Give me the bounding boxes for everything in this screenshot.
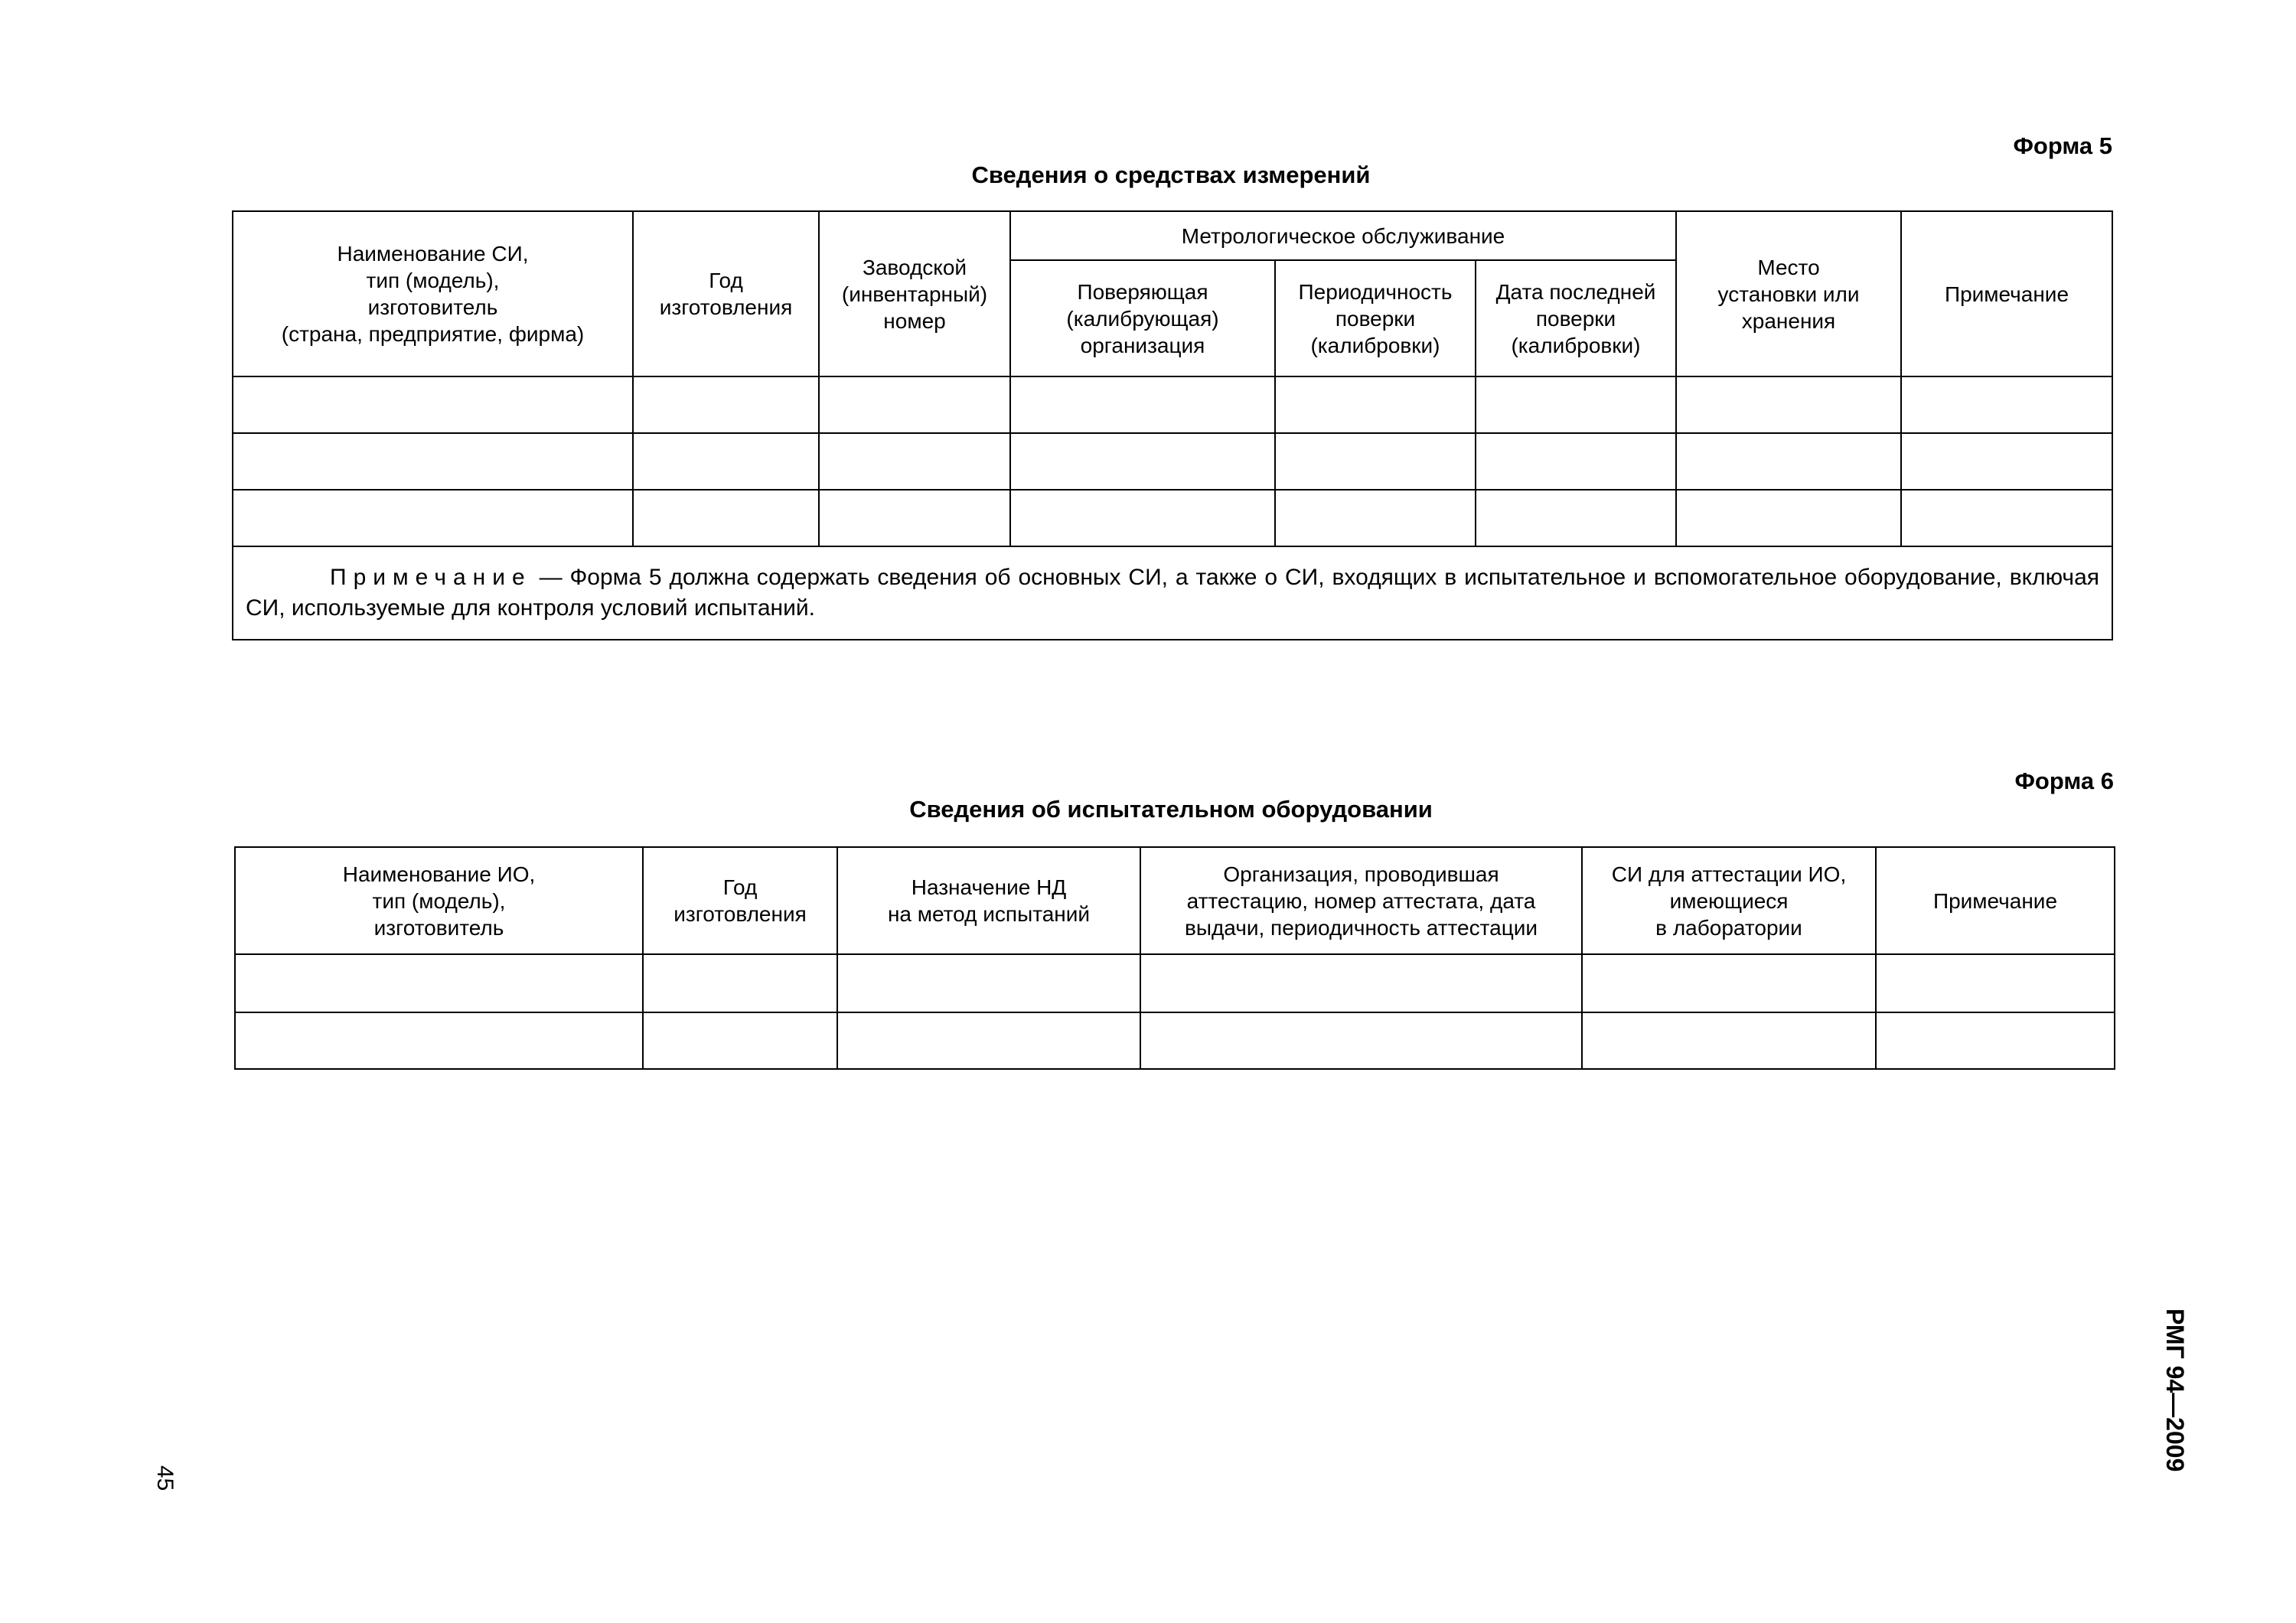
form5-col-period: Периодичность поверки (калибровки) xyxy=(1275,260,1476,376)
document-code: РМГ 94—2009 xyxy=(2161,1309,2189,1472)
table-row xyxy=(233,376,2112,433)
form5-col-place: Место установки или хранения xyxy=(1676,211,1901,376)
form5-col-serial: Заводской (инвентарный) номер xyxy=(819,211,1010,376)
table-cell[interactable] xyxy=(633,490,819,546)
form5-col-name: Наименование СИ, тип (модель), изготовитель (страна, предприятие, фирма) xyxy=(233,211,633,376)
form5-col-note: Примечание xyxy=(1901,211,2112,376)
form5-note-prefix: Примечание xyxy=(330,565,532,590)
form5-table xyxy=(232,210,2113,640)
table-cell[interactable] xyxy=(1140,1012,1582,1069)
table-cell[interactable] xyxy=(1676,490,1901,546)
form5-note-text: — Форма 5 должна содержать сведения об основных СИ, а также о СИ, входящих в испытательное и вспомогательное оборудование, включая СИ, используемые для контроля условий испытаний. xyxy=(246,565,2099,621)
form5-title: Сведения о средствах измерений xyxy=(971,161,1371,188)
table-cell[interactable] xyxy=(235,1012,643,1069)
table-cell[interactable] xyxy=(643,1012,837,1069)
form5-header-row-1 xyxy=(233,211,2112,260)
form5-col-last-date: Дата последней поверки (калибровки) xyxy=(1476,260,1676,376)
table-cell[interactable] xyxy=(1275,490,1476,546)
page-number: 45 xyxy=(152,1465,178,1491)
form6-col-year: Год изготовления xyxy=(643,847,837,954)
table-cell[interactable] xyxy=(1275,433,1476,490)
table-cell[interactable] xyxy=(1876,1012,2115,1069)
form5-col-org: Поверяющая (калибрующая) организация xyxy=(1010,260,1275,376)
table-cell[interactable] xyxy=(1901,490,2112,546)
table-cell[interactable] xyxy=(1582,1012,1876,1069)
form5-note xyxy=(233,546,2112,640)
table-cell[interactable] xyxy=(233,490,633,546)
table-cell[interactable] xyxy=(633,433,819,490)
table-row xyxy=(233,433,2112,490)
form6-col-note: Примечание xyxy=(1876,847,2115,954)
table-cell[interactable] xyxy=(1010,376,1275,433)
form6-header-row xyxy=(235,847,2115,954)
table-cell[interactable] xyxy=(1876,954,2115,1012)
form6-col-purpose: Назначение НД на метод испытаний xyxy=(837,847,1140,954)
form5-note-row xyxy=(233,546,2112,640)
table-cell[interactable] xyxy=(1140,954,1582,1012)
table-row xyxy=(235,954,2115,1012)
form5-col-metrology-group: Метрологическое обслуживание xyxy=(1010,211,1676,260)
form6-label: Форма 6 xyxy=(2014,768,2114,794)
table-cell[interactable] xyxy=(233,433,633,490)
table-cell[interactable] xyxy=(633,376,819,433)
table-cell[interactable] xyxy=(1582,954,1876,1012)
table-cell[interactable] xyxy=(1476,490,1676,546)
table-cell[interactable] xyxy=(819,433,1010,490)
form6-table xyxy=(234,846,2115,1070)
table-cell[interactable] xyxy=(819,490,1010,546)
table-cell[interactable] xyxy=(837,954,1140,1012)
table-cell[interactable] xyxy=(1901,376,2112,433)
form6-col-name: Наименование ИО, тип (модель), изготовитель xyxy=(235,847,643,954)
table-cell[interactable] xyxy=(233,376,633,433)
table-cell[interactable] xyxy=(1676,376,1901,433)
table-cell[interactable] xyxy=(837,1012,1140,1069)
table-cell[interactable] xyxy=(1676,433,1901,490)
table-cell[interactable] xyxy=(643,954,837,1012)
form6-title: Сведения об испытательном оборудовании xyxy=(909,796,1433,823)
table-cell[interactable] xyxy=(1476,433,1676,490)
table-cell[interactable] xyxy=(235,954,643,1012)
table-cell[interactable] xyxy=(1010,433,1275,490)
form6-col-si: СИ для аттестации ИО, имеющиеся в лаборатории xyxy=(1582,847,1876,954)
table-row xyxy=(233,490,2112,546)
table-cell[interactable] xyxy=(1275,376,1476,433)
form5-label: Форма 5 xyxy=(2013,132,2112,159)
form6-col-organization: Организация, проводившая аттестацию, номер аттестата, дата выдачи, периодичность аттестации xyxy=(1140,847,1582,954)
table-cell[interactable] xyxy=(1010,490,1275,546)
table-cell[interactable] xyxy=(1901,433,2112,490)
table-cell[interactable] xyxy=(1476,376,1676,433)
form5-col-year: Год изготовления xyxy=(633,211,819,376)
table-cell[interactable] xyxy=(819,376,1010,433)
table-row xyxy=(235,1012,2115,1069)
